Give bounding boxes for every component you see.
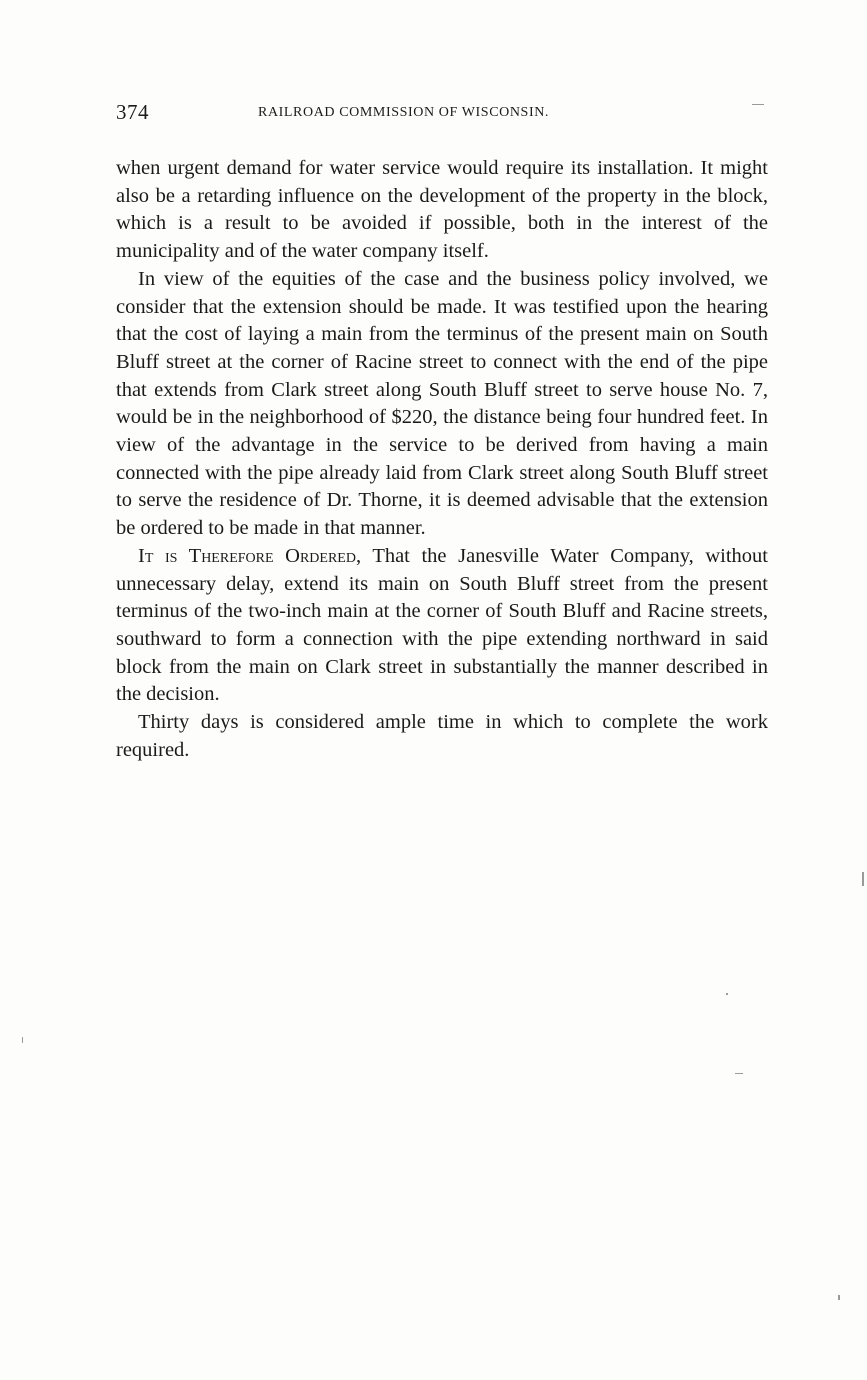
paragraph-1: when urgent demand for water service would require its installation. It might also be a retarding influence on the development of the property in the block, which is a result to be avoided if possible, both in the interest of the municipality and of the water company itself.	[116, 157, 768, 263]
order-lead: It is Therefore Ordered,	[138, 544, 362, 567]
running-head: RAILROAD COMMISSION OF WISCONSIN.	[258, 105, 550, 120]
scan-speck	[735, 1073, 743, 1074]
page-header	[116, 100, 768, 130]
scan-speck	[862, 872, 864, 886]
paragraph-3	[116, 543, 768, 709]
scan-speck	[838, 1295, 840, 1300]
body-text	[116, 155, 768, 764]
scan-speck	[752, 104, 764, 105]
scan-speck	[726, 993, 728, 995]
page-number: 374	[116, 100, 149, 124]
order-text: That the Janesville Water Company, without unnecessary delay, extend its main on South Bluff street from the present terminus of the two-inch main at the corner of South Bluff and Racine streets, southward to form a connection with the pipe extending northward in said block from the main on Clark street in substantially the manner described in the decision.	[116, 544, 769, 706]
paragraph-4: Thirty days is considered ample time in which to complete the work required.	[116, 711, 768, 761]
paragraph-2: In view of the equities of the case and the business policy involved, we consider that the extension should be made. It was testified upon the hearing that the cost of laying a main from the terminus of the present main on South Bluff street at the corner of Racine street to connect with the end of the pipe that extends from Clark street along South Bluff street to serve house No. 7, would be in the neighborhood of $220, the distance being four hundred feet. In view of the advantage in the service to be derived from having a main connected with the pipe already laid from Clark street along South Bluff street to serve the residence of Dr. Thorne, it is deemed advisable that the extension be ordered to be made in that manner.	[116, 267, 768, 540]
scan-speck	[22, 1037, 23, 1043]
